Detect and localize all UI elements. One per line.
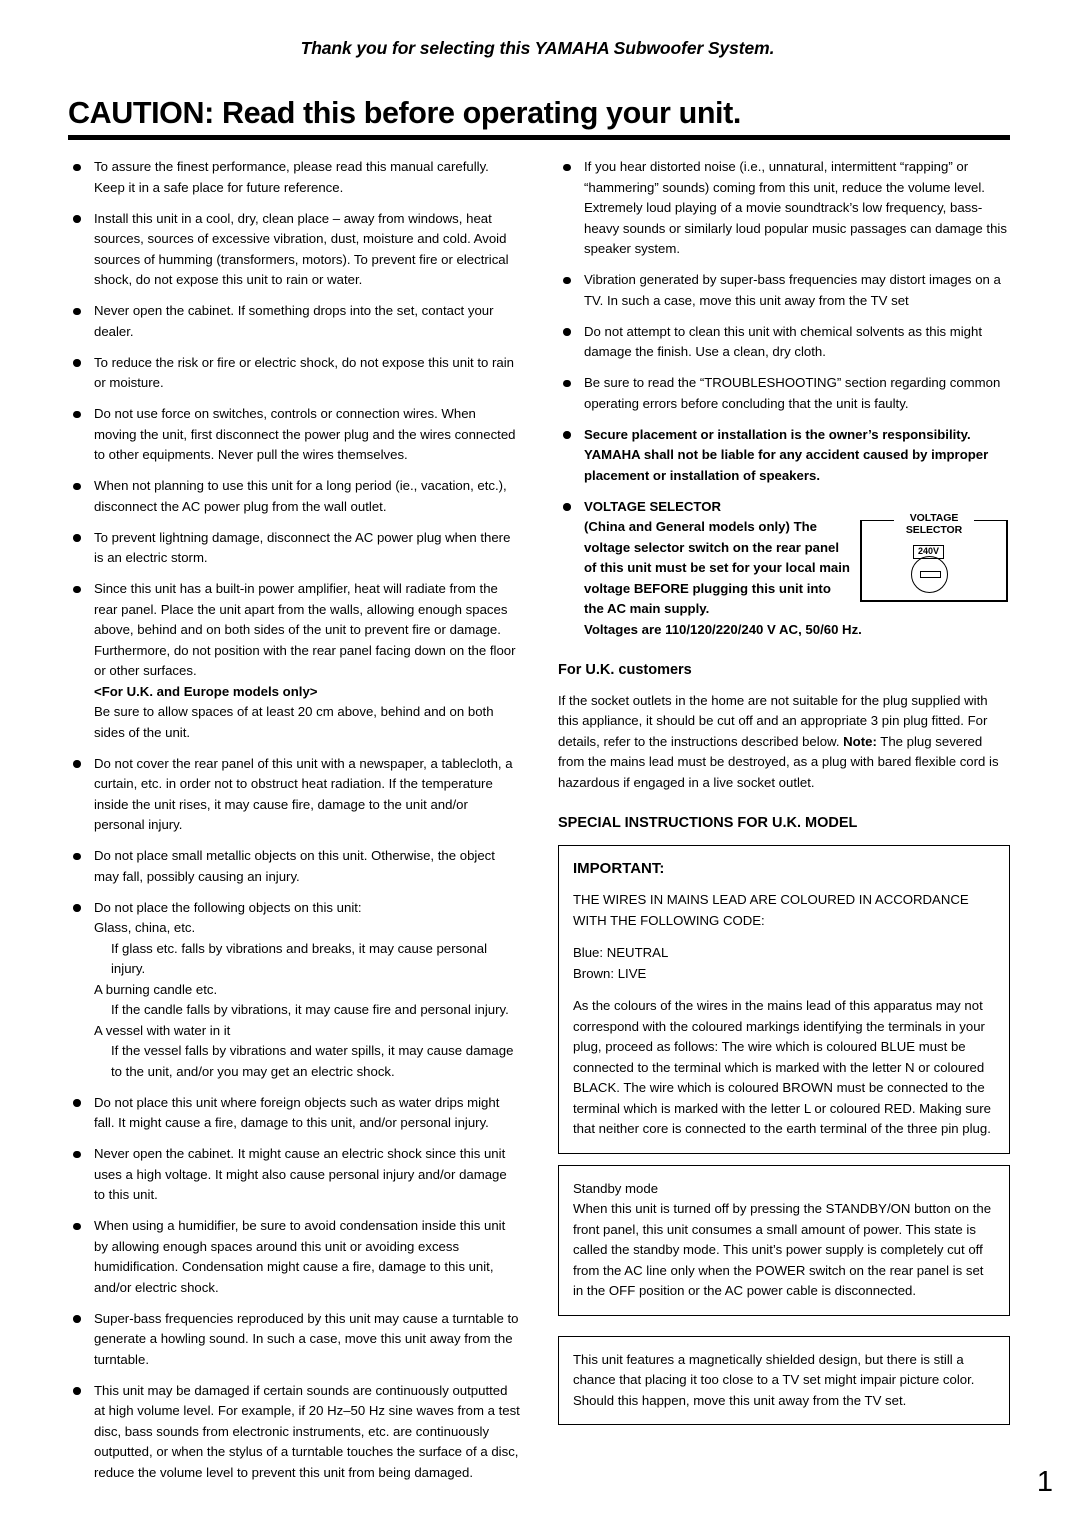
- bullet-text: To prevent lightning damage, disconnect the AC power plug when there is an electric storm.: [94, 529, 511, 565]
- bullet-sub-item: Glass, china, etc.: [94, 920, 196, 935]
- bullet-item: [68, 754, 520, 836]
- bullet-text: Vibration generated by super-bass frequencies may distort images on a TV. In such a case, move this unit away from the TV set: [584, 272, 1001, 308]
- bullet-dot-icon: [73, 1315, 81, 1323]
- bullet-text: Install this unit in a cool, dry, clean place – away from windows, heat sources, sources of excessive vibration, dust, moisture and cold. Avoid sources of humming (transformers, motors). To prevent fire or electrical shock, do not expose this unit to rain or water.: [94, 210, 509, 287]
- uk-customers-heading: For U.K. customers: [558, 662, 692, 678]
- bullet-dot-icon: [73, 215, 81, 223]
- bullet-dot-icon: [73, 1151, 81, 1159]
- bullet-dot-icon: [73, 483, 81, 491]
- bullet-sub-item: If glass etc. falls by vibrations and breaks, it may cause personal injury.: [111, 940, 488, 976]
- important-box-code-blue: Blue: NEUTRAL: [573, 945, 669, 960]
- bullet-sub-item: If the candle falls by vibrations, it may cause fire and personal injury.: [111, 1002, 509, 1017]
- bullet-dot-icon: [563, 328, 571, 336]
- bullet-dot-icon: [73, 1099, 81, 1107]
- bullet-dot-icon: [563, 277, 571, 285]
- voltage-value-label: 240V: [913, 545, 944, 559]
- voltage-selector-body: (China and General models only) The voltage selector switch on the rear panel of this unit must be set for your local main voltage BEFORE plugging this unit into the AC main supply.: [584, 519, 850, 616]
- magnetic-shield-body: This unit features a magnetically shielded design, but there is still a chance that placing it too close to a TV set might impair picture color. Should this happen, move this unit away from the TV set.: [573, 1351, 975, 1408]
- bullet-item: [68, 157, 520, 198]
- bullet-text: Never open the cabinet. It might cause an electric shock since this unit uses a high voltage. It might also cause personal injury and/or damage to this unit.: [94, 1146, 507, 1202]
- bullet-bold-subheading: <For U.K. and Europe models only>: [94, 683, 318, 699]
- page-number: 1: [1036, 1466, 1053, 1498]
- bullet-dot-icon: [73, 1387, 81, 1395]
- bullet-text: To reduce the risk or fire or electric shock, do not expose this unit to rain or moisture.: [94, 354, 515, 390]
- uk-note-label: Note:: [843, 733, 877, 749]
- bullet-dot-icon: [73, 534, 81, 542]
- diagram-caption-line2: SELECTOR: [905, 524, 963, 536]
- bullet-text: Never open the cabinet. If something drops into the set, contact your dealer.: [94, 303, 494, 339]
- important-box-code-intro: THE WIRES IN MAINS LEAD ARE COLOURED IN ACCORDANCE WITH THE FOLLOWING CODE:: [573, 892, 969, 928]
- important-box-code-brown: Brown: LIVE: [573, 965, 647, 981]
- bullet-text: Do not place the following objects on this unit:: [94, 899, 362, 915]
- bullet-dot-icon: [73, 586, 81, 594]
- bullet-item: [68, 1093, 520, 1134]
- bullet-dot-icon: [73, 904, 81, 912]
- bullet-item: [68, 209, 520, 291]
- diagram-border-left: [860, 520, 862, 602]
- bullet-item: [68, 846, 520, 887]
- bullet-item: [68, 301, 520, 342]
- bullet-text: Do not attempt to clean this unit with chemical solvents as this might damage the finish. Use a clean, dry cloth.: [584, 323, 983, 359]
- bullet-dot-icon: [73, 308, 81, 316]
- bullet-item: [68, 1144, 520, 1206]
- diagram-border-right: [1006, 520, 1008, 602]
- bullet-text: Do not cover the rear panel of this unit with a newspaper, a tablecloth, a curtain, etc. in order not to obstruct heat radiation. If the temperature inside the unit rises, it may cause fire, damage to the unit and/or personal injury.: [94, 755, 513, 832]
- standby-mode-box: [558, 1165, 1010, 1316]
- rotary-switch-slot: [920, 571, 941, 578]
- special-instructions-heading: SPECIAL INSTRUCTIONS FOR U.K. MODEL: [558, 815, 858, 831]
- bullet-secure-placement: [558, 425, 1010, 487]
- voltage-selector-heading: VOLTAGE SELECTOR: [584, 498, 722, 514]
- bullet-item: [68, 579, 520, 743]
- bullet-text-after-subheading: Be sure to allow spaces of at least 20 cm above, behind and on both sides of the unit.: [94, 704, 494, 740]
- bullet-sub-item: If the vessel falls by vibrations and water spills, it may cause damage to the unit, and/or you may get an electric shock.: [111, 1043, 514, 1079]
- bullet-text: To assure the finest performance, please read this manual carefully. Keep it in a safe place for future reference.: [94, 159, 489, 195]
- bullet-dot-icon: [73, 411, 81, 419]
- bullet-item: [68, 476, 520, 517]
- diagram-border-top-left: [860, 520, 894, 522]
- right-bullet-list: [558, 157, 1010, 414]
- standby-box-title: Standby mode: [573, 1180, 659, 1196]
- bullet-dot-icon: [73, 853, 81, 861]
- rotary-switch-icon: [911, 556, 948, 593]
- bullet-text: If you hear distorted noise (i.e., unnatural, intermittent “rapping” or “hammering” sounds) coming from this unit, reduce the volume level. Extremely loud playing of a movie soundtrack’s low frequency, bass-heavy sounds or similarly loud popular music passages can damage this speaker system.: [584, 159, 1007, 256]
- bullet-dot-icon: [563, 431, 571, 439]
- standby-box-body: When this unit is turned off by pressing the STANDBY/ON button on the front panel, this unit consumes a small amount of power. This state is called the standby mode. This unit’s power supply is completely cut off from the AC line only when the POWER switch on the rear panel is set in the OFF position or the AC power cable is disconnected.: [573, 1201, 992, 1298]
- left-column: [68, 157, 520, 1494]
- bullet-sub-item: A vessel with water in it: [94, 1022, 231, 1038]
- voltage-selector-diagram: [860, 509, 1010, 602]
- uk-note-text: The plug severed from the mains lead must be destroyed, as a plug with bared flexible cord is hazardous if engaged in a live socket outlet.: [558, 733, 999, 790]
- bullet-dot-icon: [563, 164, 571, 172]
- voltage-selector-last-line: Voltages are 110/120/220/240 V AC, 50/60 Hz.: [584, 621, 862, 637]
- bullet-dot-icon: [73, 164, 81, 172]
- bullet-item: [68, 1309, 520, 1371]
- important-box: [558, 845, 1010, 1154]
- title-underline-rule: [68, 135, 1010, 140]
- diagram-caption-line1: VOLTAGE: [909, 511, 959, 524]
- bullet-text: When not planning to use this unit for a long period (ie., vacation, etc.), disconnect the AC power plug from the wall outlet.: [94, 478, 507, 514]
- bullet-item: [68, 1381, 520, 1484]
- bullet-item: [558, 270, 1010, 311]
- bullet-dot-icon: [563, 380, 571, 388]
- secure-placement-line1: Secure placement or installation is the owner’s responsibility.: [584, 426, 971, 442]
- diagram-caption: [894, 512, 974, 537]
- secure-placement-line2: YAMAHA shall not be liable for any accident caused by improper placement or installation of speakers.: [584, 447, 989, 483]
- bullet-text: This unit may be damaged if certain sounds are continuously outputted at high volume level. For example, if 20 Hz–50 Hz sine waves from a test disc, bass sounds from electronic instruments, etc. are continuously outputted, or when the stylus of a turntable touches the surface of a disc, reduce the volume level to prevent this unit from being damaged.: [94, 1382, 520, 1480]
- diagram-border-bottom: [860, 600, 1008, 602]
- bullet-voltage-selector: [558, 497, 1010, 641]
- bullet-dot-icon: [73, 1223, 81, 1231]
- bullet-item: [558, 322, 1010, 363]
- right-column: [558, 157, 1010, 1425]
- bullet-item: [558, 373, 1010, 414]
- important-box-instructions: As the colours of the wires in the mains lead of this apparatus may not correspond with the coloured markings identifying the terminals in your plug, proceed as follows: The wire which is coloured BLUE must be connected to the terminal which is marked with the letter N or coloured BLACK. The wire which is coloured BROWN must be connected to the terminal which is marked with the letter L or coloured RED. Making sure that neither core is connected to the earth terminal of the three pin plug.: [573, 998, 992, 1136]
- bullet-item: [558, 157, 1010, 260]
- bullet-text: Super-bass frequencies reproduced by this unit may cause a turntable to generate a howling sound. In such a case, move this unit away from the turntable.: [94, 1310, 519, 1367]
- bullet-item: [68, 404, 520, 466]
- bullet-item: [68, 528, 520, 569]
- uk-customers-text: If the socket outlets in the home are not suitable for the plug supplied with this appliance, it should be cut off and an appropriate 3 pin plug fitted. For details, refer to the instructions described below.: [558, 692, 988, 749]
- uk-customers-paragraph: [558, 691, 1010, 794]
- bullet-dot-icon: [73, 760, 81, 768]
- bullet-text: Be sure to read the “TROUBLESHOOTING” section regarding common operating errors before concluding that the unit is faulty.: [584, 375, 1001, 411]
- bullet-item: [68, 898, 520, 1083]
- magnetic-shield-box: [558, 1336, 1010, 1426]
- bullet-text: When using a humidifier, be sure to avoid condensation inside this unit by allowing enough spaces around this unit or avoiding excess humidification. Condensation might cause a fire, damage to this unit, and/or electric shock.: [94, 1218, 506, 1295]
- bullet-item: [68, 353, 520, 394]
- bullet-text: Do not use force on switches, controls or connection wires. When moving the unit, first disconnect the power plug and the wires connected to other equipments. Never pull the wires themselves.: [94, 406, 516, 462]
- bullet-text: Do not place small metallic objects on this unit. Otherwise, the object may fall, possibly causing an injury.: [94, 848, 495, 884]
- bullet-text: Since this unit has a built-in power amplifier, heat will radiate from the rear panel. Place the unit apart from the walls, allowing enough spaces above, behind and on both sides of the unit to prevent fire or damage. Furthermore, do not position with the rear panel facing down on the floor or other surfaces.: [94, 581, 516, 678]
- diagram-border-top-right: [974, 520, 1008, 522]
- important-box-title: IMPORTANT:: [573, 859, 665, 877]
- bullet-sub-item: A burning candle etc.: [94, 981, 218, 997]
- bullet-dot-icon: [563, 503, 571, 511]
- bullet-dot-icon: [73, 359, 81, 367]
- left-bullet-list: [68, 157, 520, 1483]
- bullet-text: Do not place this unit where foreign objects such as water drips might fall. It might cause a fire, damage to this unit, and/or personal injury.: [94, 1094, 500, 1130]
- thank-you-line: Thank you for selecting this YAMAHA Subwoofer System.: [300, 38, 775, 58]
- bullet-item: [68, 1216, 520, 1298]
- page-title: CAUTION: Read this before operating your unit.: [68, 96, 741, 130]
